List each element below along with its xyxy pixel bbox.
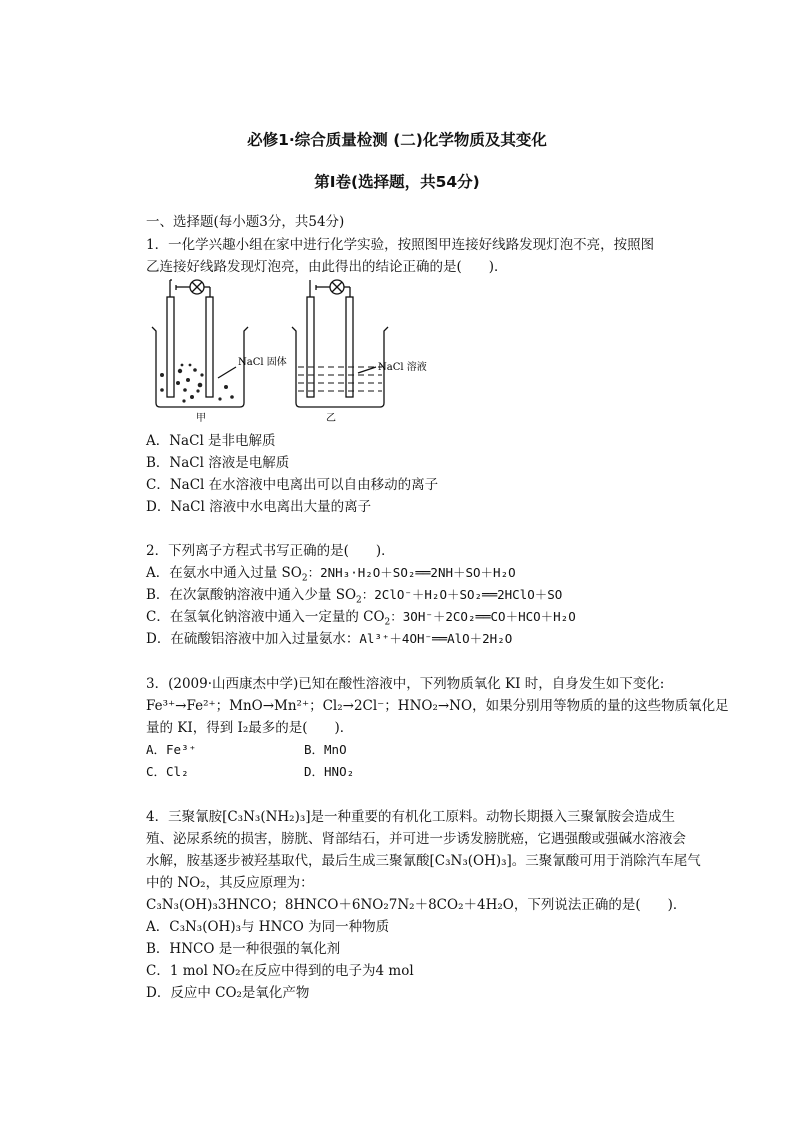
part-heading: 一、选择题(每小题3分，共54分)	[146, 214, 345, 230]
q3-option-c: C．Cl₂	[146, 764, 189, 779]
q2-option-a: A．在氨水中通入过量 $SO_2$：2NH₃·H₂O＋SO₂══2NH＋SO＋H₂O	[146, 565, 516, 584]
q1-option-c: C．NaCl 在水溶液中电离出可以自由移动的离子	[146, 477, 439, 493]
q4-stem-line4: 中的 NO₂，其反应原理为：	[146, 875, 314, 891]
section-title: 第Ⅰ卷(选择题，共54分)	[314, 173, 480, 191]
q1-stem-line2: 乙连接好线路发现灯泡亮，由此得出的结论正确的是( )．	[146, 259, 508, 275]
q1-option-d: D．NaCl 溶液中水电离出大量的离子	[146, 499, 372, 515]
q1-figure-caption-right: 乙	[326, 413, 336, 424]
q4-stem-line3: 水解，胺基逐步被羟基取代，最后生成三聚氰酸[C₃N₃(OH)₃]。三聚氰酸可用于消除汽车尾气	[146, 853, 701, 869]
q1-figure-label-left: NaCl 固体	[238, 357, 287, 368]
q1-stem-line1: 1．一化学兴趣小组在家中进行化学实验，按照图甲连接好线路发现灯泡不亮，按照图	[146, 237, 655, 253]
q4-stem-line1: 4．三聚氰胺[C₃N₃(NH₂)₃]是一种重要的有机化工原料。动物长期摄入三聚氰胺会造成生	[146, 809, 676, 825]
q3-stem-line1: 3．(2009·山西康杰中学)已知在酸性溶液中，下列物质氧化 KI 时，自身发生如下变化:	[146, 676, 665, 692]
q3-stem-line3: 量的 KI，得到 I₂最多的是( )．	[146, 720, 354, 736]
q4-option-a: A．C₃N₃(OH)₃与 HNCO 为同一种物质	[146, 919, 390, 935]
q3-stem-line2: Fe³⁺→Fe²⁺；MnO→Mn²⁺；Cl₂→2Cl⁻；HNO₂→NO，如果分别用等物质的量的这些物质氧化足	[146, 698, 729, 714]
q2-option-b: B．在次氯酸钠溶液中通入少量 $SO_2$：2ClO⁻＋H₂O＋SO₂══2HClO＋SO	[146, 587, 563, 606]
q3-option-b: B．MnO	[304, 742, 347, 757]
q3-option-d: D．HNO₂	[304, 764, 355, 779]
q1-figure-label-right: NaCl 溶液	[378, 362, 427, 373]
q4-option-d: D．反应中 CO₂是氧化产物	[146, 985, 310, 1001]
q2-stem: 2．下列离子方程式书写正确的是( )．	[146, 543, 395, 559]
q4-option-b: B．HNCO 是一种很强的氧化剂	[146, 941, 341, 957]
q4-stem-line2: 殖、泌尿系统的损害，膀胱、肾部结石，并可进一步诱发膀胱癌，它遇强酸或强碱水溶液会	[146, 831, 686, 847]
q1-figure-caption-left: 甲	[196, 413, 206, 424]
q3-option-a: A．Fe³⁺	[146, 742, 197, 757]
q2-option-c: C．在氢氧化钠溶液中通入一定量的 $CO_2$：3OH⁻＋2CO₂══CO＋HCO＋H₂O	[146, 609, 576, 628]
q2-option-d: D．在硫酸铝溶液中加入过量氨水：Al³⁺＋4OH⁻══AlO＋2H₂O	[146, 631, 513, 647]
q1-figure	[140, 275, 450, 425]
page-title: 必修1·综合质量检测 (二)化学物质及其变化	[247, 131, 547, 149]
q4-option-c: C．1 mol NO₂在反应中得到的电子为4 mol	[146, 963, 414, 979]
q1-option-b: B．NaCl 溶液是电解质	[146, 455, 290, 471]
q1-option-a: A．NaCl 是非电解质	[146, 433, 276, 449]
q4-stem-line5: C₃N₃(OH)₃3HNCO；8HNCO＋6NO₂7N₂＋8CO₂＋4H₂O，下列说法正确的是( )．	[146, 897, 687, 913]
